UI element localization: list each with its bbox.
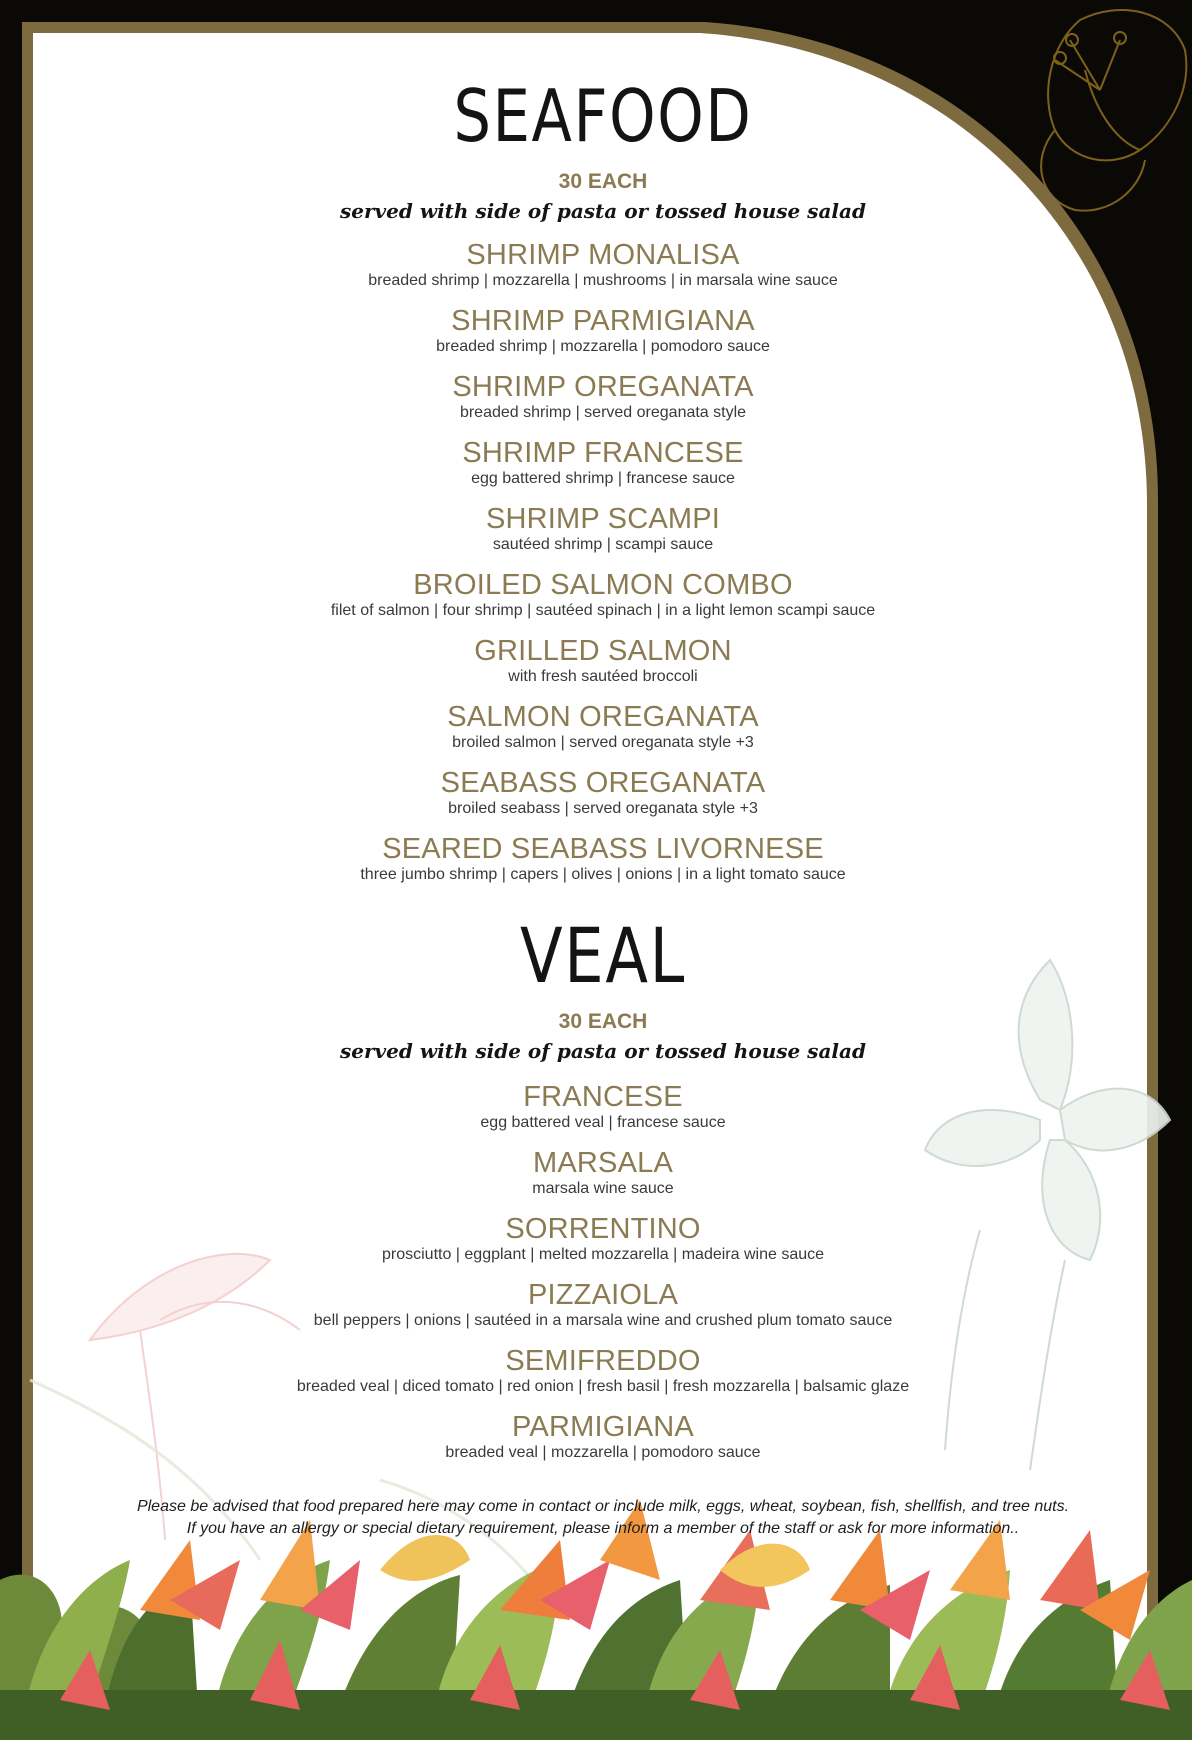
menu-item-shrimp-scampi [36,504,1170,556]
item-description: breaded veal | diced tomato | red onion | fresh basil | fresh mozzarella | balsamic glaze [296,1378,910,1395]
seafood-section-title: SEAFOOD [453,74,753,158]
item-description: filet of salmon | four shrimp | sautéed spinach | in a light lemon scampi sauce [330,602,876,619]
item-name: FRANCESE [523,1081,683,1113]
item-description: marsala wine sauce [532,1180,674,1197]
item-name: SEABASS OREGANATA [440,767,766,799]
menu-item-shrimp-francese [36,438,1170,490]
item-name: MARSALA [533,1147,673,1179]
item-description: breaded shrimp | mozzarella | mushrooms | in marsala wine sauce [368,272,838,289]
item-name: PARMIGIANA [512,1411,694,1443]
menu-item-shrimp-monalisa [36,240,1170,292]
item-description: prosciutto | eggplant | melted mozzarella | madeira wine sauce [381,1246,825,1263]
item-description: three jumbo shrimp | capers | olives | onions | in a light tomato sauce [360,866,846,883]
item-name: SHRIMP FRANCESE [462,437,744,469]
menu-panel [36,0,1170,1740]
veal-served-note: served with side of pasta or tossed house salad [340,1039,866,1063]
item-description: broiled salmon | served oreganata style +3 [452,734,754,751]
menu-item-pizzaiola [36,1280,1170,1332]
item-description: breaded veal | mozzarella | pomodoro sauce [445,1444,761,1461]
item-name: SALMON OREGANATA [447,701,759,733]
menu-item-seared-seabass-livornese [36,834,1170,886]
menu-item-grilled-salmon [36,636,1170,688]
menu-item-semifreddo [36,1346,1170,1398]
item-description: egg battered veal | francese sauce [480,1114,726,1131]
item-name: SEARED SEABASS LIVORNESE [382,833,824,865]
item-description: egg battered shrimp | francese sauce [471,470,735,487]
seafood-served-note: served with side of pasta or tossed house salad [340,199,866,223]
item-name: GRILLED SALMON [474,635,732,667]
item-name: SHRIMP OREGANATA [452,371,754,403]
item-description: sautéed shrimp | scampi sauce [492,536,714,553]
item-name: PIZZAIOLA [527,1279,679,1311]
allergy-notice-line-2: If you have an allergy or special dietary requirement, please inform a member of the staff or ask for more information.. [186,1520,1020,1537]
seafood-price: 30 EACH [558,170,648,193]
veal-section-title: VEAL [520,911,686,1000]
menu-item-sorrentino [36,1214,1170,1266]
item-name: BROILED SALMON COMBO [413,569,793,601]
item-name: SHRIMP PARMIGIANA [451,305,755,337]
item-name: SORRENTINO [505,1213,701,1245]
item-name: SHRIMP MONALISA [466,239,740,271]
item-description: bell peppers | onions | sautéed in a marsala wine and crushed plum tomato sauce [313,1312,893,1329]
menu-item-salmon-oreganata [36,702,1170,754]
item-name: SHRIMP SCAMPI [485,503,721,535]
item-name: SEMIFREDDO [505,1345,701,1377]
item-description: breaded shrimp | mozzarella | pomodoro sauce [436,338,770,355]
menu-item-shrimp-parmigiana [36,306,1170,358]
menu-item-broiled-salmon-combo [36,570,1170,622]
item-description: with fresh sautéed broccoli [508,668,698,685]
menu-item-parmigiana [36,1412,1170,1464]
menu-item-seabass-oreganata [36,768,1170,820]
menu-item-francese [36,1082,1170,1134]
menu-item-shrimp-oreganata [36,372,1170,424]
item-description: broiled seabass | served oreganata style +3 [448,800,758,817]
item-description: breaded shrimp | served oreganata style [459,404,747,421]
veal-price: 30 EACH [558,1010,648,1033]
allergy-notice-line-1: Please be advised that food prepared here may come in contact or include milk, eggs, wheat, soybean, fish, shellfish, and tree nuts. [136,1498,1070,1515]
menu-item-marsala [36,1148,1170,1200]
